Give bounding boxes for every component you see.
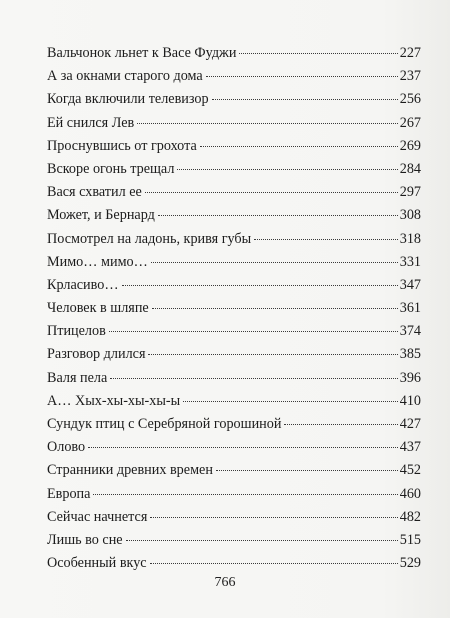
toc-entry <box>47 345 421 368</box>
dot-leader <box>145 192 398 193</box>
dot-leader <box>137 123 397 124</box>
toc-entry-page: 452 <box>399 462 421 479</box>
dot-leader <box>122 285 398 286</box>
toc-entry-title: Олово <box>47 439 86 456</box>
toc-entry <box>47 531 421 554</box>
toc-entry <box>47 322 421 345</box>
toc-entry <box>47 160 421 183</box>
toc-entry-page: 227 <box>399 45 421 61</box>
toc-entry <box>47 276 421 299</box>
toc-entry-title: Посмотрел на ладонь, кривя губы <box>47 230 252 247</box>
toc-entry-title: Разговор длился <box>47 346 146 363</box>
toc-entry <box>47 44 421 67</box>
toc-entry-title: Мимо… мимо… <box>47 253 148 270</box>
toc-entry-title: Крласиво… <box>47 276 119 293</box>
dot-leader <box>151 262 398 263</box>
toc-entry-title: Вскоре огонь трещал <box>47 160 175 177</box>
toc-entry-title: Проснувшись от грохота <box>47 137 197 154</box>
dot-leader <box>254 239 398 240</box>
toc-entry-title: Птицелов <box>47 323 106 340</box>
toc-entry-page: 410 <box>399 392 421 409</box>
toc-entry-page: 374 <box>399 323 421 340</box>
table-of-contents <box>47 44 421 577</box>
dot-leader <box>150 517 397 518</box>
toc-entry-title: Когда включили телевизор <box>47 91 209 108</box>
toc-entry-page: 427 <box>399 416 421 432</box>
dot-leader <box>126 540 398 541</box>
toc-entry <box>47 230 421 253</box>
toc-entry-page: 284 <box>399 160 421 177</box>
toc-entry-title: Вальчонок льнет к Васе Фуджи <box>47 45 237 61</box>
dot-leader <box>284 424 397 425</box>
toc-entry-page: 308 <box>399 207 421 224</box>
toc-entry-page: 361 <box>399 300 421 317</box>
toc-entry-page: 437 <box>399 439 421 456</box>
dot-leader <box>183 401 398 402</box>
toc-entry-page: 267 <box>399 114 421 131</box>
toc-entry-title: Может, и Бернард <box>47 207 155 224</box>
dot-leader <box>212 99 398 100</box>
dot-leader <box>93 494 397 495</box>
toc-entry <box>47 206 421 229</box>
toc-entry-title: Сундук птиц с Серебряной горошиной <box>47 416 282 432</box>
toc-entry <box>47 183 421 206</box>
dot-leader <box>148 354 397 355</box>
toc-entry <box>47 369 421 392</box>
toc-entry <box>47 392 421 415</box>
dot-leader <box>239 53 397 54</box>
dot-leader <box>206 76 398 77</box>
toc-entry-page: 347 <box>399 276 421 293</box>
page-number: 766 <box>214 575 236 590</box>
toc-entry <box>47 415 421 438</box>
toc-entry-title: А… Хых-хы-хы-хы-ы <box>47 392 181 409</box>
toc-entry <box>47 90 421 113</box>
toc-entry <box>47 485 421 508</box>
toc-entry-page: 256 <box>399 91 421 108</box>
toc-entry-title: Лишь во сне <box>47 531 123 548</box>
toc-entry-title: А за окнами старого дома <box>47 68 203 85</box>
toc-entry-title: Вася схватил ее <box>47 184 142 201</box>
toc-entry <box>47 461 421 484</box>
toc-entry-title: Особенный вкус <box>47 555 147 572</box>
toc-entry <box>47 137 421 160</box>
toc-entry-title: Странники древних времен <box>47 462 213 479</box>
toc-entry <box>47 438 421 461</box>
dot-leader <box>150 563 398 564</box>
toc-entry <box>47 114 421 137</box>
toc-entry-title: Сейчас начнется <box>47 508 148 525</box>
dot-leader <box>109 331 398 332</box>
dot-leader <box>152 308 398 309</box>
toc-entry-page: 529 <box>399 555 421 572</box>
toc-entry <box>47 67 421 90</box>
toc-entry-title: Валя пела <box>47 369 108 386</box>
toc-entry <box>47 253 421 276</box>
toc-entry-page: 237 <box>399 68 421 85</box>
toc-entry-title: Ей снился Лев <box>47 114 135 131</box>
toc-entry-page: 482 <box>399 508 421 525</box>
toc-entry-page: 460 <box>399 485 421 502</box>
toc-entry-title: Человек в шляпе <box>47 300 149 317</box>
toc-entry <box>47 554 421 577</box>
dot-leader <box>177 169 397 170</box>
toc-entry-page: 515 <box>399 531 421 548</box>
toc-entry-title: Европа <box>47 485 91 502</box>
dot-leader <box>200 146 398 147</box>
toc-entry <box>47 299 421 322</box>
toc-entry-page: 297 <box>399 184 421 201</box>
toc-entry-page: 396 <box>399 369 421 386</box>
dot-leader <box>216 470 398 471</box>
dot-leader <box>88 447 398 448</box>
toc-entry <box>47 508 421 531</box>
dot-leader <box>110 378 397 379</box>
dot-leader <box>158 215 398 216</box>
toc-entry-page: 318 <box>399 230 421 247</box>
toc-entry-page: 385 <box>399 346 421 363</box>
toc-entry-page: 269 <box>399 137 421 154</box>
toc-entry-page: 331 <box>399 253 421 270</box>
